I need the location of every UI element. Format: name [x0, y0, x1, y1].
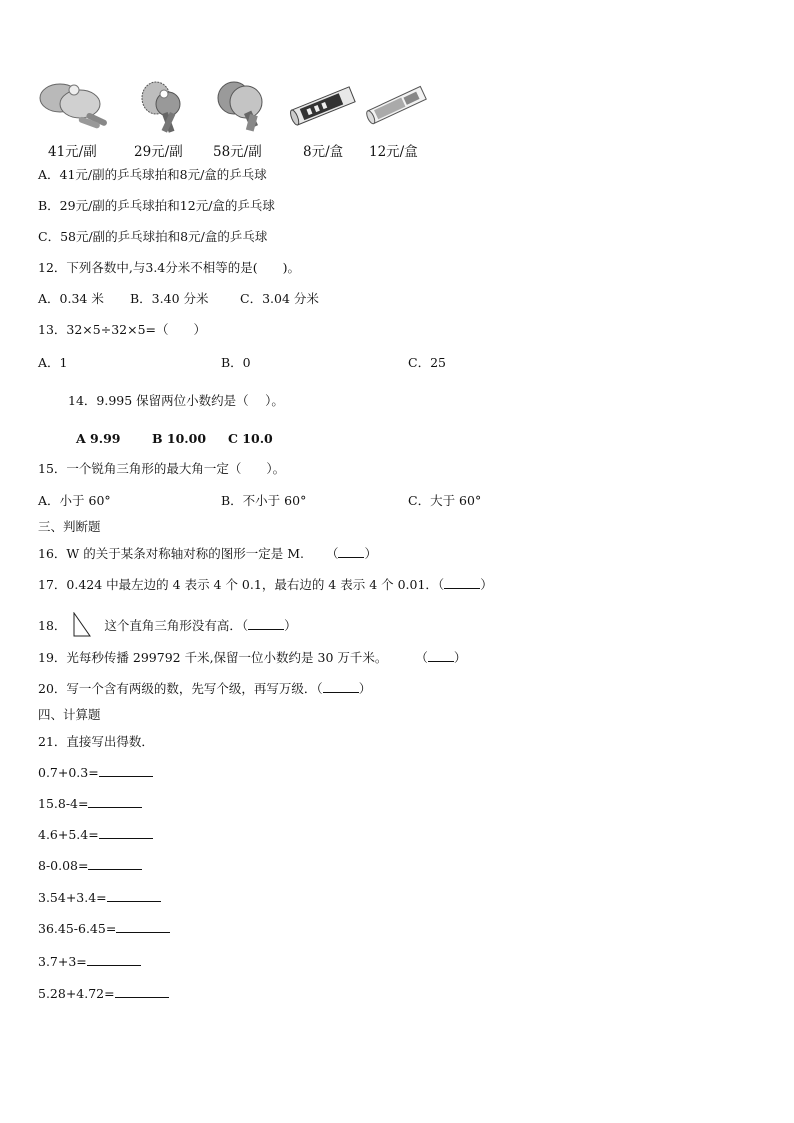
q13-option-c: C．25 [408, 355, 446, 370]
q16 [38, 545, 377, 562]
price-label-1: 41元/副 [48, 144, 97, 160]
calc-answer-blank[interactable] [88, 795, 142, 808]
q18-blank-close: ） [284, 618, 297, 633]
q20 [38, 680, 371, 697]
right-triangle-icon [72, 612, 92, 638]
calc-answer-blank[interactable] [99, 826, 153, 839]
q13-stem: 13．32×5÷32×5=（ ） [38, 322, 207, 337]
q15-option-b: B．不小于 60° [221, 493, 307, 508]
calc-item-4 [38, 857, 142, 874]
q16-text: 16．W 的关于某条对称轴对称的图形一定是 M. [38, 546, 304, 561]
q18-answer-blank[interactable] [248, 617, 284, 630]
section-heading-calculation: 四、计算题 [38, 707, 101, 722]
q19 [38, 649, 466, 666]
q11-option-a: A．41元/副的乒乓球拍和8元/盒的乒乓球 [38, 167, 267, 182]
q20-blank-open: （ [316, 681, 323, 696]
q21-stem: 21．直接写出得数． [38, 734, 154, 749]
q13-option-a: A．1 [38, 355, 68, 370]
product-image-5 [366, 76, 436, 134]
q13-option-b: B．0 [221, 355, 251, 370]
calc-answer-blank[interactable] [107, 889, 161, 902]
q12-option-c: C．3.04 分米 [240, 291, 319, 306]
q11-option-c: C．58元/副的乒乓球拍和8元/盒的乒乓球 [38, 229, 268, 244]
q20-blank-close: ） [358, 681, 372, 696]
product-image-2 [132, 76, 202, 134]
calc-item-7 [38, 953, 141, 970]
calc-expression: 5.28+4.72= [38, 986, 115, 1001]
product-image-1 [36, 76, 106, 134]
paddle-pair-icon [210, 76, 270, 134]
calc-answer-blank[interactable] [116, 920, 170, 933]
q19-blank-open: （ [415, 650, 428, 665]
q12-option-b: B．3.40 分米 [130, 291, 209, 306]
q19-blank-close: ） [453, 650, 467, 665]
q14-options [76, 431, 376, 447]
paddle-and-ball-icon [132, 76, 192, 134]
price-label-3: 58元/副 [213, 144, 262, 160]
calc-answer-blank[interactable] [87, 953, 141, 966]
price-label-2: 29元/副 [134, 144, 183, 160]
q12-option-a: A．0.34 米 [38, 291, 104, 306]
calc-item-5 [38, 889, 161, 906]
q16-answer-blank[interactable] [338, 545, 364, 558]
calc-answer-blank[interactable] [88, 857, 142, 870]
q15-option-c: C．大于 60° [408, 493, 482, 508]
section-heading-judgement: 三、判断题 [38, 519, 101, 534]
price-label-4: 8元/盒 [303, 144, 344, 160]
q20-answer-blank[interactable] [323, 680, 359, 693]
q14-option-b: B 10.00 [152, 431, 207, 446]
q17 [38, 576, 493, 593]
q19-text: 19．光每秒传播 299792 千米,保留一位小数约是 30 万千米。 [38, 650, 388, 665]
calc-expression: 8-0.08= [38, 858, 89, 873]
product-image-3 [210, 76, 280, 134]
q17-blank-close: ） [480, 577, 493, 592]
q14-stem: 14．9.995 保留两位小数约是（ ）。 [68, 393, 284, 408]
price-label-5: 12元/盒 [369, 144, 418, 160]
calc-item-1 [38, 764, 153, 781]
calc-expression: 4.6+5.4= [38, 827, 99, 842]
calc-item-2 [38, 795, 142, 812]
q11-option-b: B．29元/副的乒乓球拍和12元/盒的乒乓球 [38, 198, 275, 213]
ball-tube-box-icon [366, 76, 428, 134]
q14-option-a: A 9.99 [76, 431, 121, 446]
calc-expression: 3.54+3.4= [38, 890, 107, 905]
q12-stem: 12．下列各数中,与3.4分米不相等的是( )。 [38, 260, 301, 275]
q16-blank-open: （ [325, 546, 339, 561]
q15-stem: 15．一个锐角三角形的最大角一定（ ）。 [38, 461, 286, 476]
ball-tube-box-icon [290, 76, 356, 134]
calc-item-6 [38, 920, 170, 937]
q16-blank-close: ） [364, 546, 377, 561]
q15-option-a: A．小于 60° [38, 493, 111, 508]
calc-expression: 0.7+0.3= [38, 765, 99, 780]
q13-options [38, 355, 538, 371]
q12-options [38, 291, 438, 307]
calc-expression: 3.7+3= [38, 954, 87, 969]
q19-answer-blank[interactable] [428, 649, 454, 662]
q17-answer-blank[interactable] [444, 576, 480, 589]
q18-text: 这个直角三角形没有高． [104, 618, 242, 633]
product-image-4 [290, 76, 360, 134]
q18-number: 18． [38, 618, 67, 633]
calc-expression: 15.8-4= [38, 796, 89, 811]
q14-option-c: C 10.0 [228, 431, 273, 446]
q17-text: 17．0.424 中最左边的 4 表示 4 个 0.1，最右边的 4 表示 4 个 0.01． [38, 577, 438, 592]
calc-item-3 [38, 826, 153, 843]
q18-blank-open: （ [241, 618, 249, 633]
q17-blank-open: （ [437, 577, 445, 592]
paddle-pair-with-ball-icon [36, 76, 112, 134]
q18 [38, 612, 297, 638]
q20-text: 20．写一个含有两级的数，先写个级，再写万级． [38, 681, 317, 696]
q15-options [38, 493, 538, 509]
calc-item-8 [38, 985, 169, 1002]
calc-expression: 36.45-6.45= [38, 921, 117, 936]
calc-answer-blank[interactable] [99, 764, 153, 777]
calc-answer-blank[interactable] [115, 985, 169, 998]
